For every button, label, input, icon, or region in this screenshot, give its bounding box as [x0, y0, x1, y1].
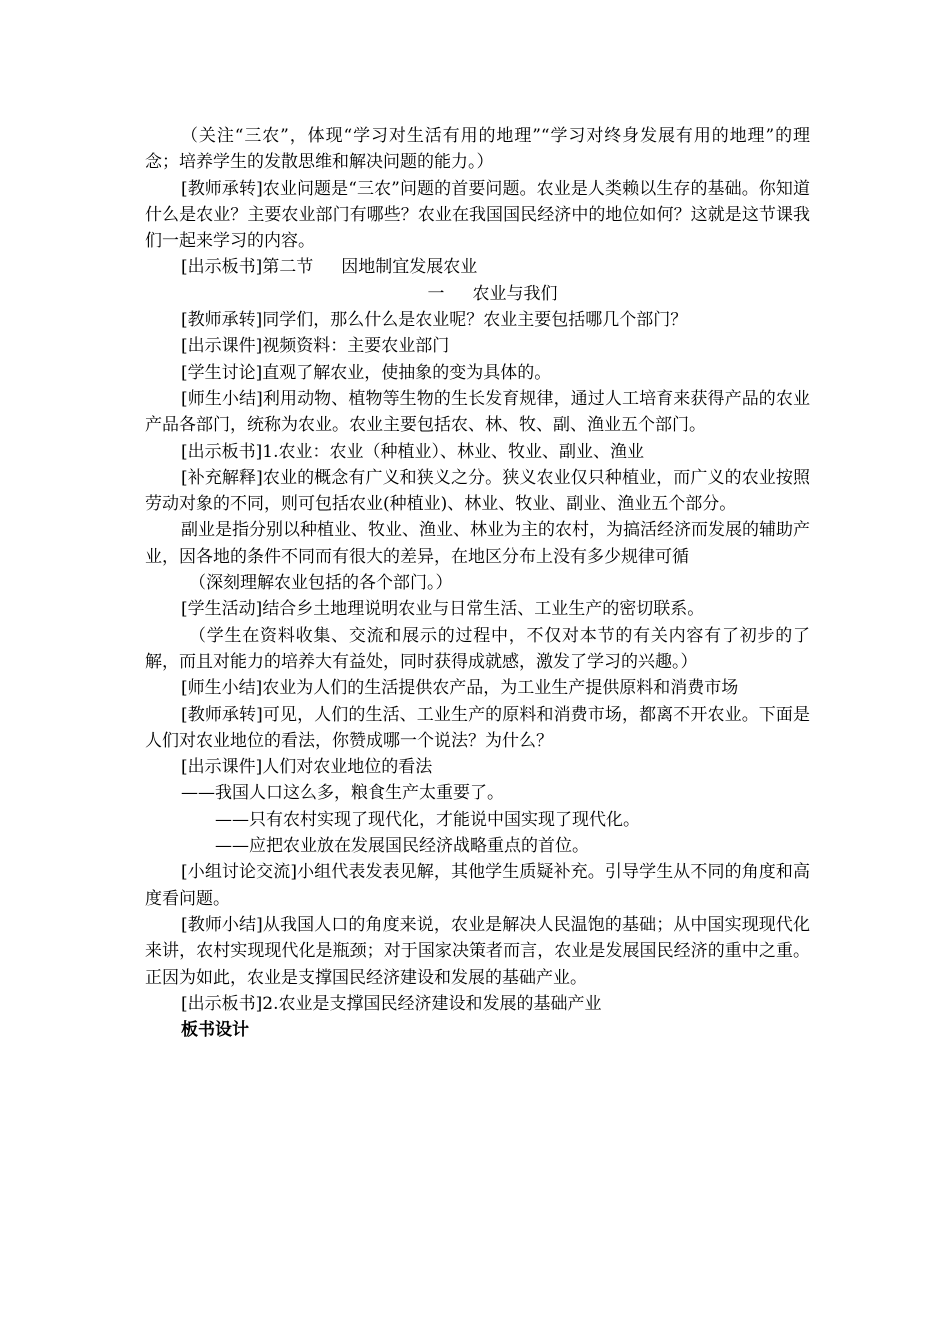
document-page	[145, 123, 810, 1043]
paragraph-summary-2: [师生小结]农业为人们的生活提供农产品，为工业生产提供原料和消费市场	[181, 678, 739, 699]
paragraph-supplement: [补充解释]农业的概念有广义和狭义之分。狭义农业仅只种植业，而广义的农业按照劳动对象的不同，则可包括农业(种植业)、林业、牧业、副业、渔业五个部分。	[145, 467, 810, 515]
section-number: [出示板书]第二节	[181, 257, 314, 278]
paragraph-teacher-transition-3: [教师承转]可见，人们的生活、工业生产的原料和消费市场，都离不开农业。下面是人们对农业地位的看法，你赞成哪一个说法？为什么？	[145, 704, 810, 751]
paragraph-teacher-transition-1: [教师承转]农业问题是“三农”问题的首要问题。农业是人类赖以生存的基础。你知道什么是农业？主要农业部门有哪些？农业在我国国民经济中的地位如何？这就是这节课我们一起来学习的内容。	[145, 178, 810, 252]
opinion-3: ——应把农业放在发展国民经济战略重点的首位。	[215, 836, 589, 857]
board-design-heading: 板书设计	[181, 1020, 249, 1041]
subsection-title: 农业与我们	[472, 283, 558, 304]
paragraph-student-activity: [学生活动]结合乡土地理说明农业与日常生活、工业生产的密切联系。	[181, 599, 705, 620]
subsection-number: 一	[427, 283, 445, 304]
paragraph-board-1: [出示板书]1.农业：农业（种植业）、林业、牧业、副业、渔业	[181, 441, 644, 462]
paragraph-activity-note: （学生在资料收集、交流和展示的过程中，不仅对本节的有关内容有了初步的了解，而且对能力的培养大有益处，同时获得成就感，激发了学习的兴趣。）	[145, 625, 810, 672]
paragraph-teacher-transition-2: [教师承转]同学们，那么什么是农业呢？农业主要包括哪几个部门？	[181, 310, 688, 331]
paragraph-show-courseware-1: [出示课件]视频资料：主要农业部门	[181, 336, 450, 357]
paragraph-board-section-title	[145, 254, 810, 280]
paragraph-subsection-heading	[145, 281, 810, 307]
paragraph-show-courseware-2: [出示课件]人们对农业地位的看法	[181, 757, 433, 778]
paragraph-understanding-note: （深刻理解农业包括的各个部门。）	[189, 573, 453, 594]
opinion-1: ——我国人口这么多，粮食生产太重要了。	[181, 783, 504, 804]
paragraph-board-2: [出示板书]2.农业是支撑国民经济建设和发展的基础产业	[181, 993, 602, 1014]
paragraph-teacher-summary: [教师小结]从我国人口的角度来说，农业是解决人民温饱的基础；从中国实现现代化来讲，农村实现现代化是瓶颈；对于国家决策者而言，农业是发展国民经济的重中之重。正因为如此，农业是支撑国民经济建设和发展的基础产业。	[145, 914, 810, 988]
paragraph-group-discussion: [小组讨论交流]小组代表发表见解，其他学生质疑补充。引导学生从不同的角度和高度看问题。	[145, 862, 810, 909]
paragraph-sideline-definition: 副业是指分别以种植业、牧业、渔业、林业为主的农村，为搞活经济而发展的辅助产业，因各地的条件不同而有很大的差异，在地区分布上没有多少规律可循	[145, 520, 810, 567]
section-title: 因地制宜发展农业	[341, 257, 478, 278]
paragraph-summary-1: [师生小结]利用动物、植物等生物的生长发育规律，通过人工培育来获得产品的农业产品各部门，统称为农业。农业主要包括农、林、牧、副、渔业五个部门。	[145, 388, 810, 436]
paragraph-student-discussion: [学生讨论]直观了解农业，使抽象的变为具体的。	[181, 362, 552, 383]
opinion-2: ——只有农村实现了现代化，才能说中国实现了现代化。	[215, 809, 640, 830]
paragraph-intent-note: （关注“三农”，体现“学习对生活有用的地理”“学习对终身发展有用的地理”的理念；培养学生的发散思维和解决问题的能力。）	[145, 126, 810, 173]
